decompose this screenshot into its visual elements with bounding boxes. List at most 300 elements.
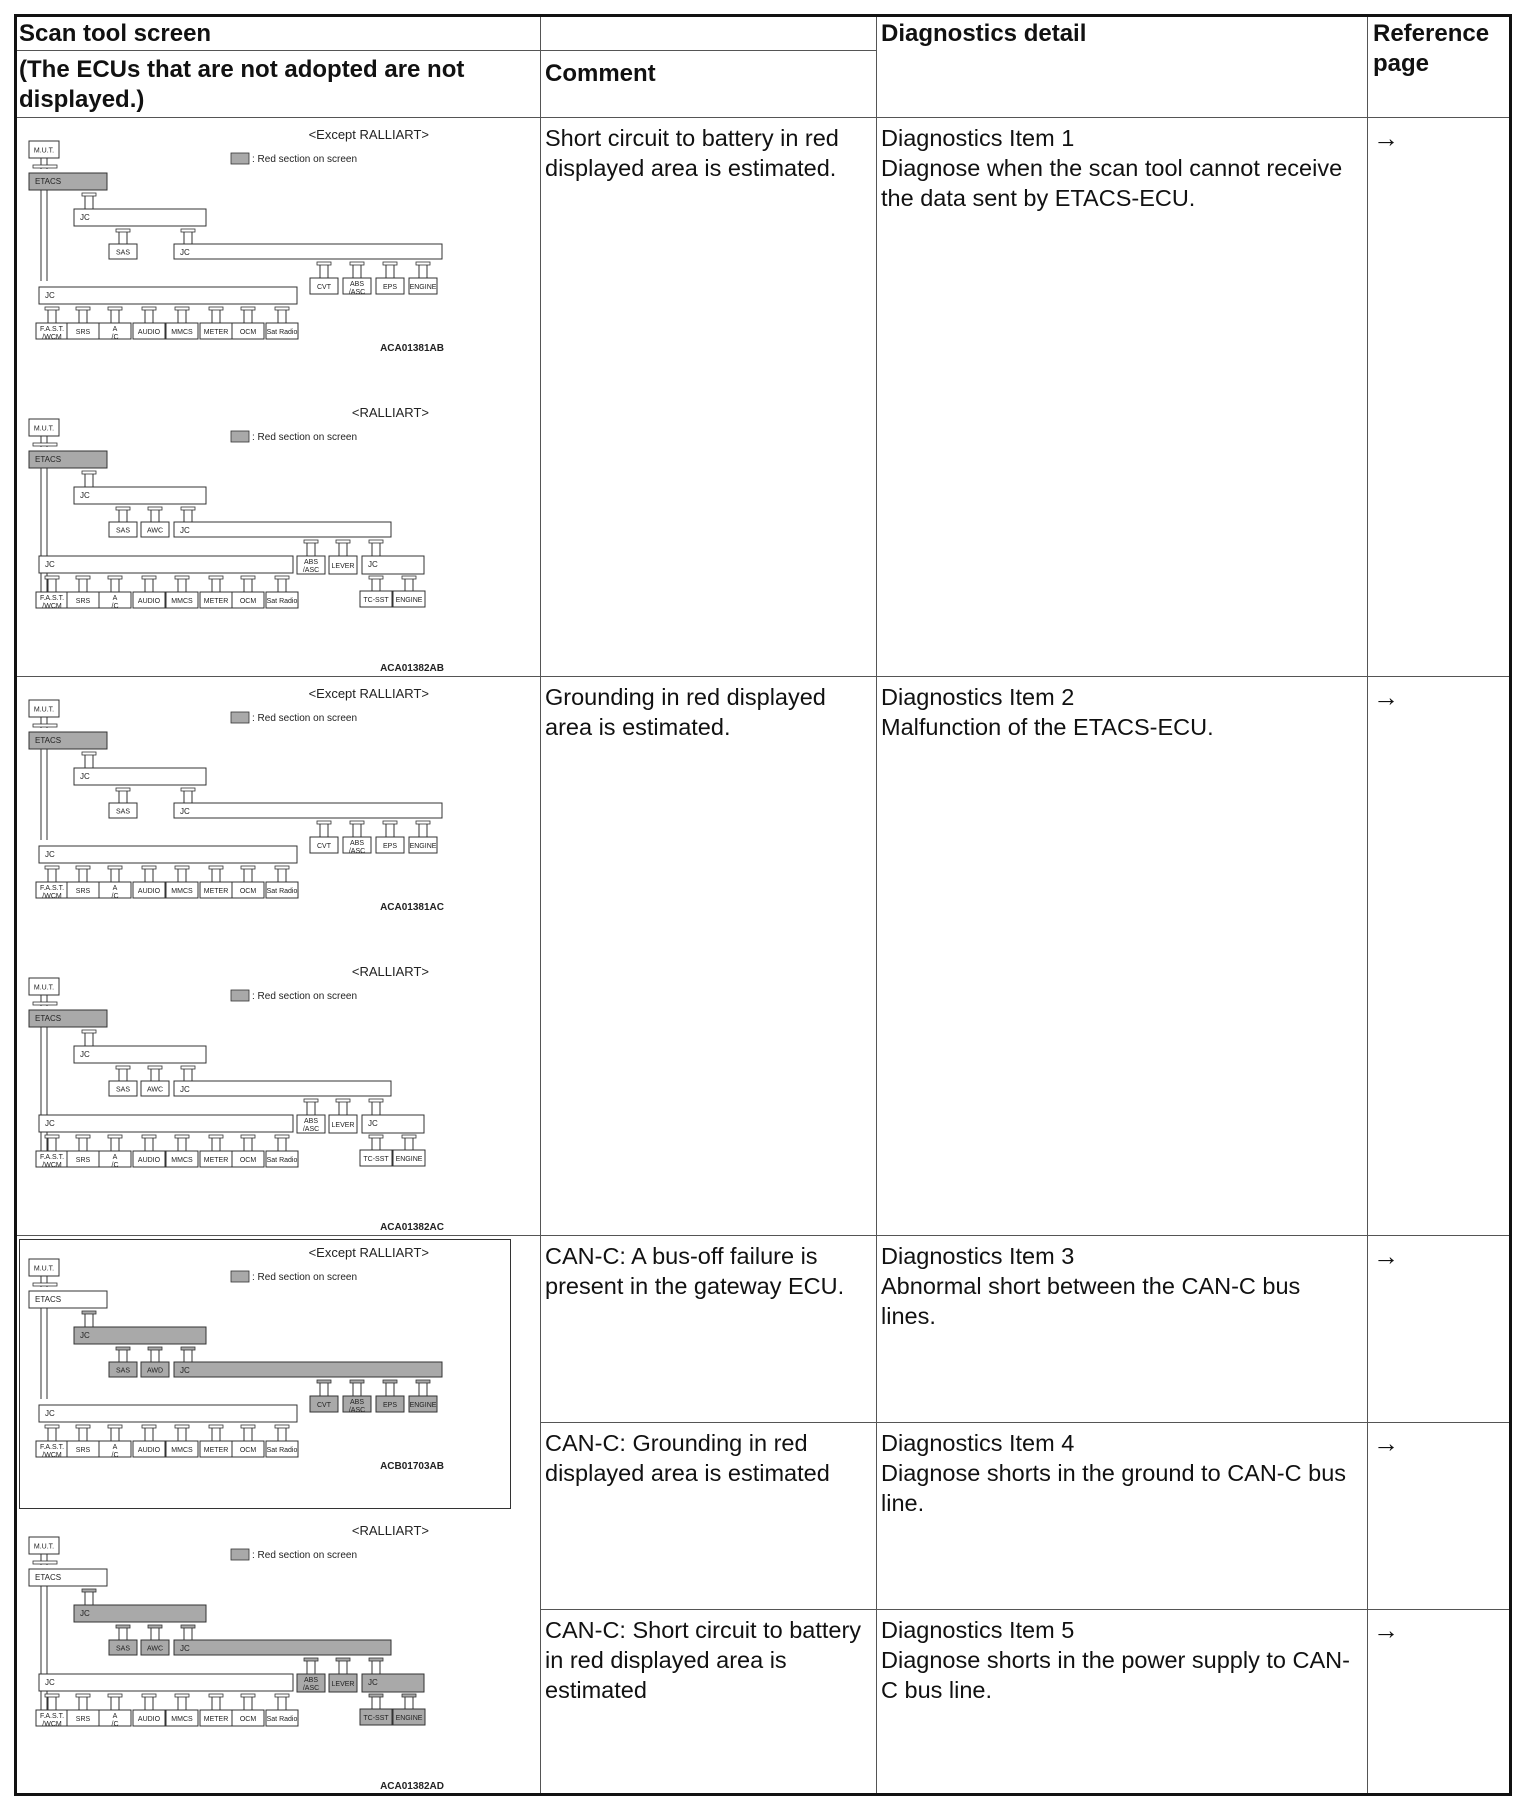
connector — [241, 576, 255, 579]
connector — [45, 1425, 59, 1428]
ecu-box-label: LEVER — [331, 1681, 355, 1688]
jc-box-label: JC — [180, 807, 190, 816]
mut-box-label: M.U.T. — [33, 984, 55, 992]
ecu-box-label: F.A.S.T. — [39, 885, 65, 892]
detail-cell: Diagnostics Item 3 Abnormal short between the CAN-C bus lines. — [881, 1243, 1301, 1329]
network-diagram-svg — [19, 958, 547, 1236]
figure-code: ACA01382AB — [380, 663, 444, 674]
connector — [416, 821, 430, 824]
variant-label: <Except RALLIART> — [308, 127, 429, 142]
connector — [241, 866, 255, 869]
ecu-box-label: A — [112, 1713, 118, 1720]
jc-box — [174, 244, 442, 259]
connector — [383, 262, 397, 265]
ecu-box-label: METER — [203, 598, 229, 605]
ecu-box-label: ENGINE — [409, 843, 437, 850]
ecu-box-label: TC-SST — [363, 597, 389, 604]
connector — [317, 1380, 331, 1383]
mut-box-label: M.U.T. — [33, 1543, 55, 1551]
ecu-box-label: ENGINE — [409, 1402, 437, 1409]
connector — [33, 1002, 57, 1005]
jc-box-label: JC — [180, 1644, 190, 1653]
jc-box-label: JC — [45, 850, 55, 859]
jc-box-label: JC — [80, 1050, 90, 1059]
connector — [45, 307, 59, 310]
connector — [275, 1135, 289, 1138]
connector — [116, 229, 130, 232]
ecu-box-label: EPS — [382, 843, 398, 850]
mut-box-label: M.U.T. — [33, 706, 55, 714]
connector — [175, 1425, 189, 1428]
detail-cell: Diagnostics Item 2 Malfunction of the ETACS-ECU. — [881, 684, 1214, 740]
ecu-box-label: SRS — [75, 329, 91, 336]
connector — [383, 1380, 397, 1383]
connector — [336, 540, 350, 543]
connector — [33, 1283, 57, 1286]
ecu-box-label: /ASC — [348, 1407, 366, 1414]
awd-box-label: AWD — [146, 1367, 164, 1375]
reference-arrow-link[interactable]: → — [1373, 682, 1399, 712]
detail-cell: Diagnostics Item 4 Diagnose shorts in the ground to CAN-C bus line. — [881, 1430, 1347, 1516]
comment-cell: Grounding in red displayed area is estimated. — [545, 684, 826, 740]
ecu-box-label: /ASC — [302, 1685, 320, 1692]
reference-arrow-link[interactable]: → — [1373, 1428, 1399, 1458]
connector — [369, 1658, 383, 1661]
ecu-box-label: F.A.S.T. — [39, 1713, 65, 1720]
header-subdivider — [17, 50, 876, 51]
connector — [209, 576, 223, 579]
col-divider-3 — [1367, 17, 1368, 1793]
ecu-box-label: SRS — [75, 1447, 91, 1454]
connector — [209, 307, 223, 310]
ecu-box-label: LEVER — [331, 563, 355, 570]
ecu-box-label: MMCS — [171, 329, 193, 336]
jc-box — [39, 287, 297, 304]
reference-page-header: Reference page — [1373, 20, 1490, 77]
ecu-box-label: /ASC — [302, 567, 320, 574]
row-divider-4 — [540, 1609, 1509, 1610]
connector — [175, 866, 189, 869]
ecu-box-label: A — [112, 326, 118, 333]
connector — [416, 262, 430, 265]
ecu-box-label: /ASC — [348, 848, 366, 855]
variant-label: <RALLIART> — [351, 1523, 429, 1538]
connector — [241, 1135, 255, 1138]
ecu-box-label: /C — [111, 893, 119, 900]
connector — [76, 1425, 90, 1428]
ecu-box-label: TC-SST — [363, 1156, 389, 1163]
scan-tool-subheader: (The ECUs that are not adopted are not displayed.) — [19, 56, 465, 113]
connector — [82, 1030, 96, 1033]
jc-box — [174, 803, 442, 818]
connector — [402, 576, 416, 579]
connector — [275, 866, 289, 869]
network-diagram — [19, 121, 547, 399]
connector — [241, 1425, 255, 1428]
connector — [350, 262, 364, 265]
ecu-box-label: SRS — [75, 598, 91, 605]
connector — [181, 1347, 195, 1350]
ecu-box-label: OCM — [239, 1716, 257, 1723]
ecu-box-label: EPS — [382, 284, 398, 291]
connector — [181, 507, 195, 510]
sas-box-label: SAS — [115, 1645, 131, 1653]
figure-code: ACA01382AC — [380, 1222, 444, 1233]
ecu-box-label: EPS — [382, 1402, 398, 1409]
etacs-box-label: ETACS — [35, 1295, 62, 1304]
connector — [181, 1066, 195, 1069]
connector — [369, 1694, 383, 1697]
ecu-box-label: CVT — [317, 843, 331, 850]
jc-box-label: JC — [180, 1366, 190, 1375]
comment-cell: CAN-C: A bus-off failure is present in the gateway ECU. — [545, 1243, 845, 1299]
connector — [175, 1135, 189, 1138]
connector — [181, 788, 195, 791]
figure-code: ACA01382AD — [380, 1781, 444, 1792]
ecu-box-label: F.A.S.T. — [39, 1154, 65, 1161]
jc-box — [74, 1046, 206, 1063]
connector — [76, 576, 90, 579]
ecu-box-label: Sat Radio — [266, 329, 298, 336]
ecu-box-label: SRS — [75, 1716, 91, 1723]
ecu-box-label: A — [112, 1444, 118, 1451]
jc-box — [174, 1362, 442, 1377]
connector — [317, 821, 331, 824]
ecu-box-label: MMCS — [171, 1716, 193, 1723]
connector — [416, 1380, 430, 1383]
figure-code: ACA01381AB — [380, 343, 444, 354]
ecu-box-label: CVT — [317, 1402, 331, 1409]
network-diagram — [19, 1517, 547, 1795]
jc-box-label: JC — [80, 1331, 90, 1340]
connector — [148, 1066, 162, 1069]
connector — [45, 1135, 59, 1138]
connector — [369, 540, 383, 543]
reference-arrow-link[interactable]: → — [1373, 1615, 1399, 1645]
network-diagram — [19, 1239, 547, 1517]
ecu-box-label: AUDIO — [137, 1447, 161, 1454]
etacs-box-label: ETACS — [35, 455, 62, 464]
connector — [33, 724, 57, 727]
ecu-box-label: METER — [203, 1157, 229, 1164]
legend-text: : Red section on screen — [252, 1272, 358, 1283]
network-diagram-svg — [19, 121, 547, 399]
ecu-box-label: ENGINE — [409, 284, 437, 291]
sas-box-label: SAS — [115, 1367, 131, 1375]
legend-swatch — [231, 431, 249, 442]
ecu-box-label: OCM — [239, 888, 257, 895]
awc-box-label: AWC — [146, 1645, 164, 1653]
connector — [116, 1625, 130, 1628]
connector — [383, 821, 397, 824]
connector — [76, 1135, 90, 1138]
connector — [304, 1658, 318, 1661]
variant-label: <RALLIART> — [351, 405, 429, 420]
connector — [175, 576, 189, 579]
comment-header: Comment — [545, 60, 656, 87]
jc-box — [74, 1327, 206, 1344]
ecu-box-label: /WCM — [42, 1162, 62, 1169]
connector — [175, 1694, 189, 1697]
jc-box-label: JC — [180, 248, 190, 257]
ecu-box-label: A — [112, 1154, 118, 1161]
jc-box-label: JC — [45, 291, 55, 300]
legend-text: : Red section on screen — [252, 432, 358, 443]
ecu-box-label: MMCS — [171, 888, 193, 895]
ecu-box-label: METER — [203, 329, 229, 336]
network-diagram-svg — [19, 1239, 547, 1517]
ecu-box-label: Sat Radio — [266, 1716, 298, 1723]
ecu-box-label: Sat Radio — [266, 1447, 298, 1454]
connector — [82, 471, 96, 474]
ecu-box-label: /C — [111, 1162, 119, 1169]
scan-tool-header: Scan tool screen — [19, 20, 212, 47]
connector — [142, 576, 156, 579]
ecu-box-label: TC-SST — [363, 1715, 389, 1722]
sas-box-label: SAS — [115, 1086, 131, 1094]
ecu-box-label: MMCS — [171, 598, 193, 605]
connector — [209, 1425, 223, 1428]
ecu-box-label: ABS — [303, 1677, 319, 1684]
connector — [241, 307, 255, 310]
connector — [350, 821, 364, 824]
connector — [108, 1425, 122, 1428]
sas-box-label: SAS — [115, 249, 131, 257]
jc-box — [74, 768, 206, 785]
sas-box-label: SAS — [115, 808, 131, 816]
ecu-box-label: A — [112, 885, 118, 892]
ecu-box-label: METER — [203, 1716, 229, 1723]
variant-label: <Except RALLIART> — [308, 1245, 429, 1260]
connector — [148, 1625, 162, 1628]
ecu-box-label: ENGINE — [395, 1156, 423, 1163]
ecu-box-label: /ASC — [348, 289, 366, 296]
jc-box — [74, 209, 206, 226]
connector — [142, 1135, 156, 1138]
ecu-box-label: ABS — [349, 840, 365, 847]
connector — [275, 1425, 289, 1428]
diagnostics-table — [14, 14, 1512, 1796]
network-diagram — [19, 680, 547, 958]
ecu-box-label: /WCM — [42, 334, 62, 341]
connector — [181, 229, 195, 232]
connector — [142, 307, 156, 310]
connector — [241, 1694, 255, 1697]
connector — [275, 576, 289, 579]
ecu-box-label: OCM — [239, 329, 257, 336]
ecu-box-label: ABS — [303, 1118, 319, 1125]
sas-box-label: SAS — [115, 527, 131, 535]
connector — [33, 443, 57, 446]
connector — [108, 1694, 122, 1697]
jc-box — [39, 846, 297, 863]
mut-box-label: M.U.T. — [33, 425, 55, 433]
connector — [116, 1066, 130, 1069]
jc-box-label: JC — [45, 560, 55, 569]
etacs-box-label: ETACS — [35, 736, 62, 745]
comment-cell: Short circuit to battery in red displayed area is estimated. — [545, 125, 839, 181]
ecu-box-label: /ASC — [302, 1126, 320, 1133]
jc-box-label: JC — [45, 1119, 55, 1128]
col-divider-2 — [876, 17, 877, 1793]
figure-code: ACB01703AB — [380, 1461, 444, 1472]
ecu-box-label: METER — [203, 888, 229, 895]
ecu-box-label: AUDIO — [137, 1157, 161, 1164]
ecu-box-label: LEVER — [331, 1122, 355, 1129]
legend-swatch — [231, 1271, 249, 1282]
ecu-box-label: MMCS — [171, 1447, 193, 1454]
ecu-box-label: F.A.S.T. — [39, 595, 65, 602]
jc-box-label: JC — [368, 560, 378, 569]
jc-box — [74, 487, 206, 504]
ecu-box-label: /WCM — [42, 893, 62, 900]
ecu-box-label: /C — [111, 1452, 119, 1459]
ecu-box-label: F.A.S.T. — [39, 1444, 65, 1451]
ecu-box-label: AUDIO — [137, 598, 161, 605]
ecu-box-label: SRS — [75, 1157, 91, 1164]
jc-box — [74, 1605, 206, 1622]
ecu-box-label: Sat Radio — [266, 598, 298, 605]
ecu-box-label: AUDIO — [137, 329, 161, 336]
connector — [116, 1347, 130, 1350]
jc-box — [39, 1405, 297, 1422]
jc-box-label: JC — [80, 491, 90, 500]
network-diagram-svg — [19, 680, 547, 958]
connector — [350, 1380, 364, 1383]
detail-cell: Diagnostics Item 5 Diagnose shorts in the power supply to CAN-C bus line. — [881, 1617, 1350, 1703]
ecu-box-label: ENGINE — [395, 597, 423, 604]
legend-swatch — [231, 990, 249, 1001]
connector — [369, 1099, 383, 1102]
etacs-box-label: ETACS — [35, 1573, 62, 1582]
connector — [76, 1694, 90, 1697]
connector — [275, 307, 289, 310]
connector — [148, 507, 162, 510]
ecu-box-label: OCM — [239, 1447, 257, 1454]
connector — [402, 1135, 416, 1138]
connector — [76, 866, 90, 869]
connector — [209, 1135, 223, 1138]
legend-text: : Red section on screen — [252, 154, 358, 165]
ecu-box-label: /C — [111, 334, 119, 341]
connector — [148, 1347, 162, 1350]
jc-box — [39, 556, 293, 573]
connector — [33, 1561, 57, 1564]
row-divider-3 — [540, 1422, 1509, 1423]
legend-text: : Red section on screen — [252, 991, 358, 1002]
connector — [116, 788, 130, 791]
diagnostics-detail-header: Diagnostics detail — [881, 20, 1087, 47]
jc-box-label: JC — [45, 1409, 55, 1418]
legend-text: : Red section on screen — [252, 713, 358, 724]
connector — [45, 576, 59, 579]
etacs-box-label: ETACS — [35, 177, 62, 186]
connector — [181, 1625, 195, 1628]
jc-box — [174, 522, 391, 537]
ecu-box-label: /WCM — [42, 1721, 62, 1728]
ecu-box-label: ABS — [303, 559, 319, 566]
connector — [304, 540, 318, 543]
ecu-box-label: MMCS — [171, 1157, 193, 1164]
variant-label: <RALLIART> — [351, 964, 429, 979]
ecu-box-label: SRS — [75, 888, 91, 895]
mut-box-label: M.U.T. — [33, 147, 55, 155]
mut-box-label: M.U.T. — [33, 1265, 55, 1273]
ecu-box-label: /C — [111, 603, 119, 610]
ecu-box-label: /C — [111, 1721, 119, 1728]
connector — [82, 1311, 96, 1314]
connector — [317, 262, 331, 265]
variant-label: <Except RALLIART> — [308, 686, 429, 701]
connector — [82, 193, 96, 196]
ecu-box-label: ENGINE — [395, 1715, 423, 1722]
connector — [45, 1694, 59, 1697]
connector — [116, 507, 130, 510]
legend-swatch — [231, 1549, 249, 1560]
jc-box-label: JC — [180, 1085, 190, 1094]
connector — [108, 576, 122, 579]
reference-arrow-link[interactable]: → — [1373, 1241, 1399, 1271]
jc-box-label: JC — [80, 772, 90, 781]
ecu-box-label: Sat Radio — [266, 888, 298, 895]
network-diagram — [19, 958, 547, 1236]
jc-box-label: JC — [368, 1119, 378, 1128]
connector — [209, 1694, 223, 1697]
ecu-box-label: AUDIO — [137, 1716, 161, 1723]
connector — [175, 307, 189, 310]
connector — [369, 576, 383, 579]
figure-code: ACA01381AC — [380, 902, 444, 913]
jc-box — [174, 1640, 391, 1655]
connector — [142, 1425, 156, 1428]
reference-arrow-link[interactable]: → — [1373, 123, 1399, 153]
connector — [369, 1135, 383, 1138]
network-diagram-svg — [19, 1517, 547, 1795]
comment-cell: CAN-C: Grounding in red displayed area is estimated — [545, 1430, 830, 1486]
detail-cell: Diagnostics Item 1 Diagnose when the scan tool cannot receive the data sent by ETACS-ECU. — [881, 125, 1343, 211]
connector — [142, 866, 156, 869]
ecu-box-label: /WCM — [42, 1452, 62, 1459]
jc-box-label: JC — [180, 526, 190, 535]
ecu-box-label: /WCM — [42, 603, 62, 610]
jc-box-label: JC — [80, 1609, 90, 1618]
connector — [108, 866, 122, 869]
legend-swatch — [231, 153, 249, 164]
ecu-box-label: Sat Radio — [266, 1157, 298, 1164]
ecu-box-label: OCM — [239, 598, 257, 605]
connector — [275, 1694, 289, 1697]
connector — [304, 1099, 318, 1102]
connector — [108, 307, 122, 310]
awc-box-label: AWC — [146, 1086, 164, 1094]
jc-box-label: JC — [45, 1678, 55, 1687]
comment-cell: CAN-C: Short circuit to battery in red displayed area is estimated — [545, 1617, 862, 1703]
awc-box-label: AWC — [146, 527, 164, 535]
ecu-box-label: AUDIO — [137, 888, 161, 895]
connector — [402, 1694, 416, 1697]
connector — [142, 1694, 156, 1697]
connector — [82, 752, 96, 755]
jc-box — [39, 1115, 293, 1132]
network-diagram-svg — [19, 399, 547, 677]
connector — [336, 1099, 350, 1102]
ecu-box-label: ABS — [349, 1399, 365, 1406]
legend-text: : Red section on screen — [252, 1550, 358, 1561]
connector — [108, 1135, 122, 1138]
jc-box — [39, 1674, 293, 1691]
connector — [336, 1658, 350, 1661]
connector — [82, 1589, 96, 1592]
